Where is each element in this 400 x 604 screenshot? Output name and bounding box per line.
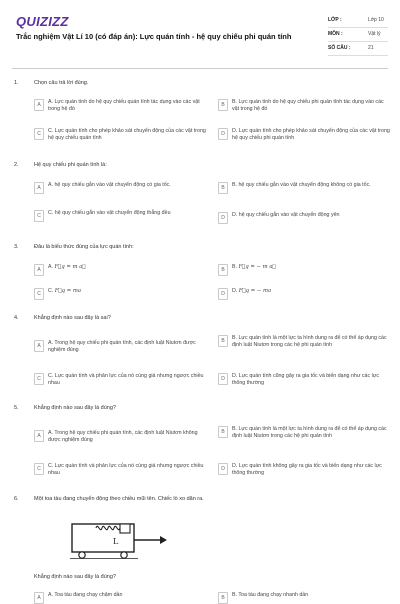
- meta-label: SỐ CÂU :: [328, 45, 351, 51]
- formula: F⃗q = − ma: [238, 288, 272, 294]
- option-text: B. Toa tàu đang chạy nhanh dần: [232, 592, 309, 598]
- question-number: 6.: [14, 496, 19, 502]
- question-text: Chọn câu trả lời đúng.: [34, 80, 89, 86]
- option-key: C: [34, 210, 44, 222]
- meta-label: MÔN :: [328, 31, 343, 37]
- train-wheel-right: [121, 552, 127, 558]
- quizizz-logo: QUIZIZZ: [16, 14, 69, 29]
- option-key: D: [218, 288, 228, 300]
- question-text: Đâu là biểu thức đúng của lực quán tính:: [34, 244, 134, 250]
- option-text: C. Lực quán tính và phản lực của nó cùng giá nhưng ngược chiều nhau: [48, 373, 204, 386]
- question-text: Một toa tàu đang chuyển động theo chiều mũi tên. Chiếc lò xo dãn ra.: [34, 496, 204, 502]
- option-text: D. Lực quán tính cũng gây ra gia tốc và biến dạng như các lực thông thường: [232, 373, 379, 386]
- option-text: [232, 264, 392, 271]
- option-key: C: [34, 463, 44, 475]
- meta-row-subject: [328, 28, 388, 42]
- option-key: A: [34, 340, 44, 352]
- option-label: A.: [48, 264, 54, 270]
- question-text: Hệ quy chiếu phi quán tính là:: [34, 162, 107, 168]
- option-text: A. Trong hệ quy chiếu phi quán tính, các định luật Niutơn không được nghiệm đúng: [48, 430, 198, 443]
- train-figure: [68, 518, 168, 560]
- meta-panel: [328, 14, 388, 56]
- option-key: B: [218, 335, 228, 347]
- option-text: D. Lực quán tính không gây ra gia tốc và biến dạng như các lực thông thường: [232, 463, 382, 476]
- formula: F⃗q = m a⃗: [54, 264, 86, 270]
- option-label: C.: [48, 288, 54, 294]
- option-key: D: [218, 212, 228, 224]
- option-text: B. hệ quy chiếu gắn vào vật chuyển động không có gia tốc.: [232, 182, 371, 188]
- meta-row-class: [328, 14, 388, 28]
- option-key: B: [218, 264, 228, 276]
- option-key: D: [218, 463, 228, 475]
- option-text: [48, 264, 208, 271]
- option-key: C: [34, 288, 44, 300]
- option-key: C: [34, 128, 44, 140]
- option-key: A: [34, 264, 44, 276]
- formula: F⃗q = − m a⃗: [238, 264, 276, 270]
- length-label: L: [113, 537, 119, 546]
- option-key: A: [34, 99, 44, 111]
- meta-value: 21: [368, 45, 374, 51]
- option-text: B. Lực quán tính là một lực ta hình dung ra để có thể áp dụng các định luật Niutơn trong các hệ phi quán tính: [232, 426, 387, 439]
- question-text: Khẳng định nào sau đây là đúng?: [34, 405, 116, 411]
- meta-value: Vật lý: [368, 31, 381, 37]
- question-subtext: Khẳng định nào sau đây là đúng?: [34, 574, 116, 580]
- meta-label: LỚP :: [328, 17, 342, 23]
- option-text: [232, 288, 392, 295]
- header-divider: [12, 68, 388, 69]
- option-key: C: [34, 373, 44, 385]
- question-number: 3.: [14, 244, 19, 250]
- option-text: A. hệ quy chiếu gắn vào vật chuyển động có gia tốc.: [48, 182, 171, 188]
- option-key: B: [218, 182, 228, 194]
- train-wheel-left: [79, 552, 85, 558]
- option-key: D: [218, 128, 228, 140]
- option-text: B. Lực quán tính do hệ quy chiếu phi quán tính tác dụng vào các vật trong hệ đó: [232, 99, 384, 112]
- option-text: A. Toa tàu đang chạy chậm dần: [48, 592, 123, 598]
- option-label: B.: [232, 264, 238, 270]
- question-number: 1.: [14, 80, 19, 86]
- question-number: 4.: [14, 315, 19, 321]
- meta-row-count: [328, 42, 388, 56]
- page-title: Trắc nghiệm Vật Lí 10 (có đáp án): Lực quán tính - hệ quy chiếu phi quán tính: [16, 32, 292, 41]
- option-key: D: [218, 373, 228, 385]
- option-key: A: [34, 430, 44, 442]
- option-text: [48, 288, 208, 295]
- option-key: B: [218, 99, 228, 111]
- option-text: C. Lực quán tính và phản lực của nó cùng giá nhưng ngược chiều nhau: [48, 463, 204, 476]
- option-text: C. Lực quán tính cho phép khảo sát chuyển động của các vật trong hệ quy chiếu quán tính: [48, 128, 206, 141]
- meta-value: Lớp 10: [368, 17, 384, 23]
- question-number: 2.: [14, 162, 19, 168]
- spring-mass: [120, 524, 130, 533]
- option-text: A. Trong hệ quy chiếu phi quán tính, các định luật Niutơn được nghiệm đúng: [48, 340, 196, 353]
- option-key: B: [218, 426, 228, 438]
- option-text: D. hệ quy chiếu gắn vào vật chuyển động yên: [232, 212, 340, 218]
- formula: F⃗q = ma: [54, 288, 82, 294]
- arrow-head-icon: [160, 536, 167, 544]
- option-text: C. hệ quy chiếu gắn vào vật chuyển động thẳng đều: [48, 210, 171, 216]
- option-key: A: [34, 592, 44, 604]
- option-text: A. Lực quán tính do hệ quy chiếu quán tính tác dụng vào các vật trong hệ đó: [48, 99, 200, 112]
- question-number: 5.: [14, 405, 19, 411]
- option-key: B: [218, 592, 228, 604]
- option-text: B. Lực quán tính là một lực ta hình dung ra để có thể áp dụng các định luật Niutơn trong các hệ phi quán tính: [232, 335, 387, 348]
- option-key: A: [34, 182, 44, 194]
- option-text: D. Lực quán tính cho phép khảo sát chuyển động của các vật trong hệ quy chiếu phi quán tính: [232, 128, 390, 141]
- option-label: D.: [232, 288, 238, 294]
- question-text: Khẳng định nào sau đây là sai?: [34, 315, 111, 321]
